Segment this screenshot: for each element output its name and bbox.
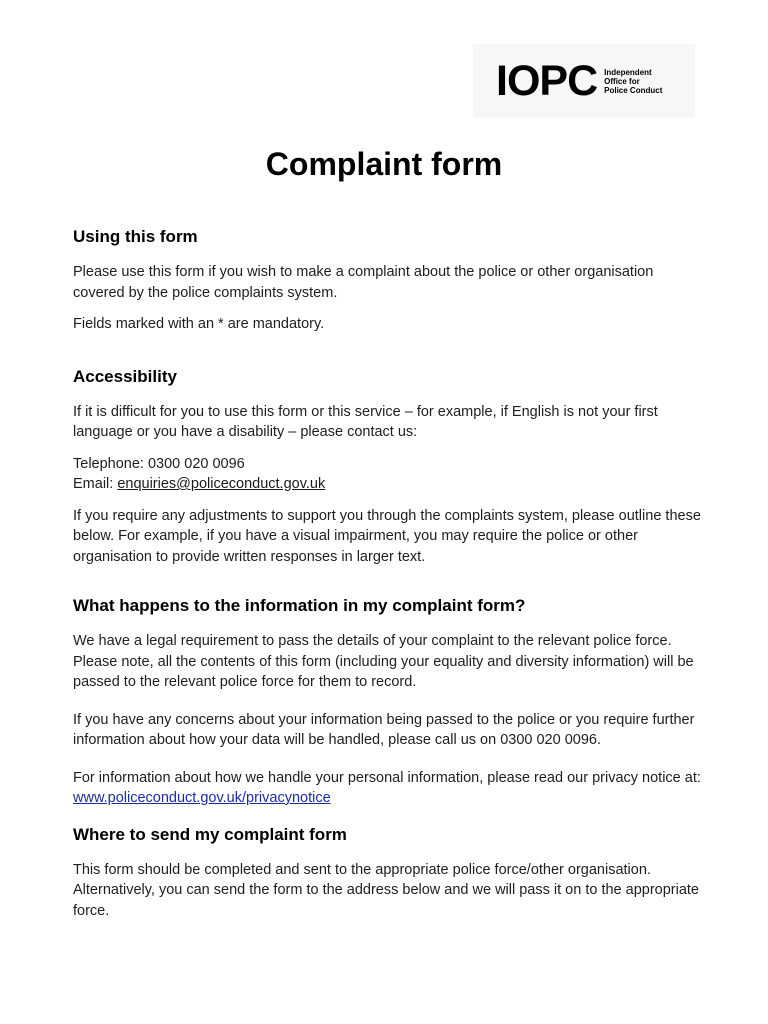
telephone-number: 0300 020 0096 — [147, 455, 245, 472]
paragraph-legal-requirement: We have a legal requirement to pass the details of your complaint to the relevant police force. Please note, all the contents of this form (including your equality and diversity information) will be passed to the relevant police force for them to record. — [73, 633, 694, 690]
heading-accessibility: Accessibility — [73, 366, 177, 386]
heading-where-to-send: Where to send my complaint form — [73, 824, 347, 844]
paragraph-adjustments: If you require any adjustments to support you through the complaints system, please outline these below. For example, if you have a visual impairment, you may require the police or other organisation to provide written responses in larger text. — [73, 507, 701, 565]
paragraph-using-intro: Please use this form if you wish to make a complaint about the police or other organisation covered by the police complaints system. — [73, 264, 654, 301]
paragraph-concerns: If you have any concerns about your information being passed to the police or you require further information about how your data will be handled, please call us on 0300 020 0096. — [73, 711, 695, 748]
paragraph-where-to-send: This form should be completed and sent to the appropriate police force/other organisation. Alternatively, you can send the form to the address below and we will pass it on to the appropriate force. — [73, 861, 699, 919]
logo-line-3: Police Conduct — [604, 85, 663, 95]
logo-mark: IOPC — [496, 56, 598, 105]
logo-subtitle — [604, 68, 662, 95]
document-body — [73, 225, 703, 932]
iopc-logo — [473, 44, 695, 118]
email-label: Email: — [73, 476, 118, 492]
privacy-text: For information about how we handle your personal information, please read our privacy notice at: — [73, 769, 701, 786]
telephone-label: Telephone: — [73, 455, 148, 472]
page-title: Complaint form — [265, 146, 503, 182]
heading-information: What happens to the information in my complaint form? — [73, 596, 526, 615]
paragraph-mandatory-note: Fields marked with an * are mandatory. — [73, 316, 325, 332]
email-link[interactable]: enquiries@policeconduct.gov.uk — [117, 476, 326, 492]
heading-using-this-form: Using this form — [73, 227, 198, 246]
paragraph-privacy — [73, 768, 703, 809]
logo-line-1: Independent — [604, 67, 652, 77]
privacy-notice-link[interactable]: www.policeconduct.gov.uk/privacynotice — [73, 790, 331, 806]
logo-line-2: Office for — [604, 76, 640, 86]
paragraph-accessibility-intro: If it is difficult for you to use this form or this service – for example, if English is not your first language or you have a disability – please contact us: — [73, 403, 658, 440]
contact-details — [73, 454, 703, 495]
